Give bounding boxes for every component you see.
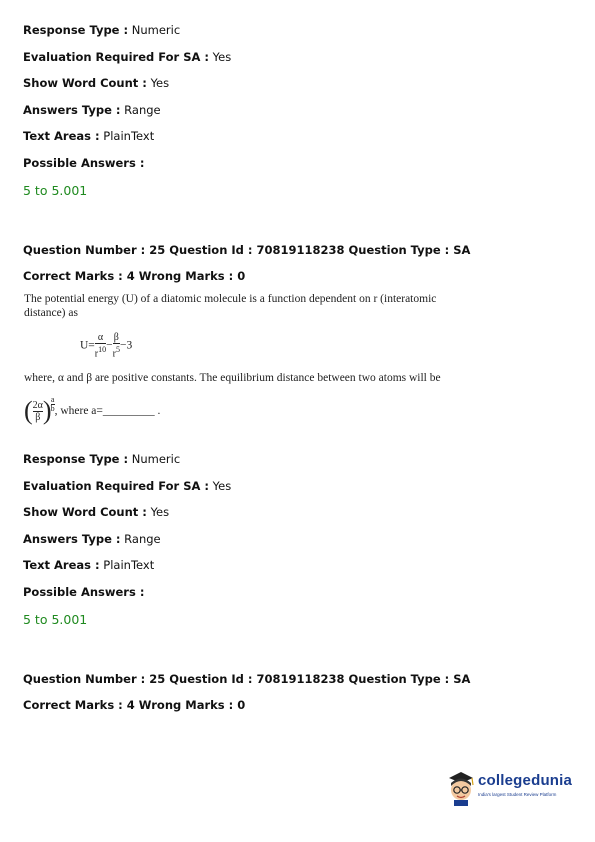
possible-answer-value: 5 to 5.001 xyxy=(23,183,88,198)
response-type-row-2: Response Type : Numeric xyxy=(23,452,181,466)
exponent-fraction: $\frac{a}{b}$ xyxy=(50,395,55,413)
question-header-2: Question Number : 25 Question Id : 70819118238 Question Type : SA xyxy=(23,672,471,686)
graduate-mascot-icon xyxy=(446,770,476,806)
ratio-fraction: $\frac{2\alpha}{\beta}$ xyxy=(32,399,43,423)
evaluation-row: Evaluation Required For SA : Yes xyxy=(23,50,232,64)
text-areas-row: Text Areas : PlainText xyxy=(23,129,155,143)
alpha-fraction: $\frac{\alpha}{r^{10}}$ xyxy=(94,332,107,360)
question-text-line1: The potential energy (U) of a diatomic molecule is a function dependent on r (interatomic xyxy=(24,293,437,305)
response-type-row: Response Type : Numeric xyxy=(23,23,181,37)
answers-type-row: Answers Type : Range xyxy=(23,103,161,117)
question-marks: Correct Marks : 4 Wrong Marks : 0 xyxy=(23,269,246,283)
beta-fraction: $\frac{\beta}{r^5}$ xyxy=(112,332,120,360)
question-text-line3: where, α and β are positive constants. The equilibrium distance between two atoms will be xyxy=(24,372,441,384)
question-marks-2: Correct Marks : 4 Wrong Marks : 0 xyxy=(23,698,246,712)
evaluation-row-2: Evaluation Required For SA : Yes xyxy=(23,479,232,493)
collegedunia-logo-text: collegedunia xyxy=(478,772,573,789)
equilibrium-expression: ( $\frac{2\alpha}{\beta}$ ) $\frac{a}{b}$ , where a=_________ . xyxy=(24,395,161,425)
text-areas-row-2: Text Areas : PlainText xyxy=(23,558,155,572)
word-count-row-2: Show Word Count : Yes xyxy=(23,505,170,519)
question-header: Question Number : 25 Question Id : 70819118238 Question Type : SA xyxy=(23,243,471,257)
word-count-row: Show Word Count : Yes xyxy=(23,76,170,90)
possible-answers-row: Possible Answers : xyxy=(23,156,145,170)
potential-energy-equation: U= $\frac{\alpha}{r^{10}}$ − $\frac{\beta}{r^5}$ −3 xyxy=(80,332,133,360)
question-text-line2: distance) as xyxy=(24,307,78,319)
collegedunia-tagline: India's largest Student Review Platform xyxy=(478,792,557,797)
possible-answers-row-2: Possible Answers : xyxy=(23,585,145,599)
answers-type-row-2: Answers Type : Range xyxy=(23,532,161,546)
possible-answer-value-2: 5 to 5.001 xyxy=(23,612,88,627)
